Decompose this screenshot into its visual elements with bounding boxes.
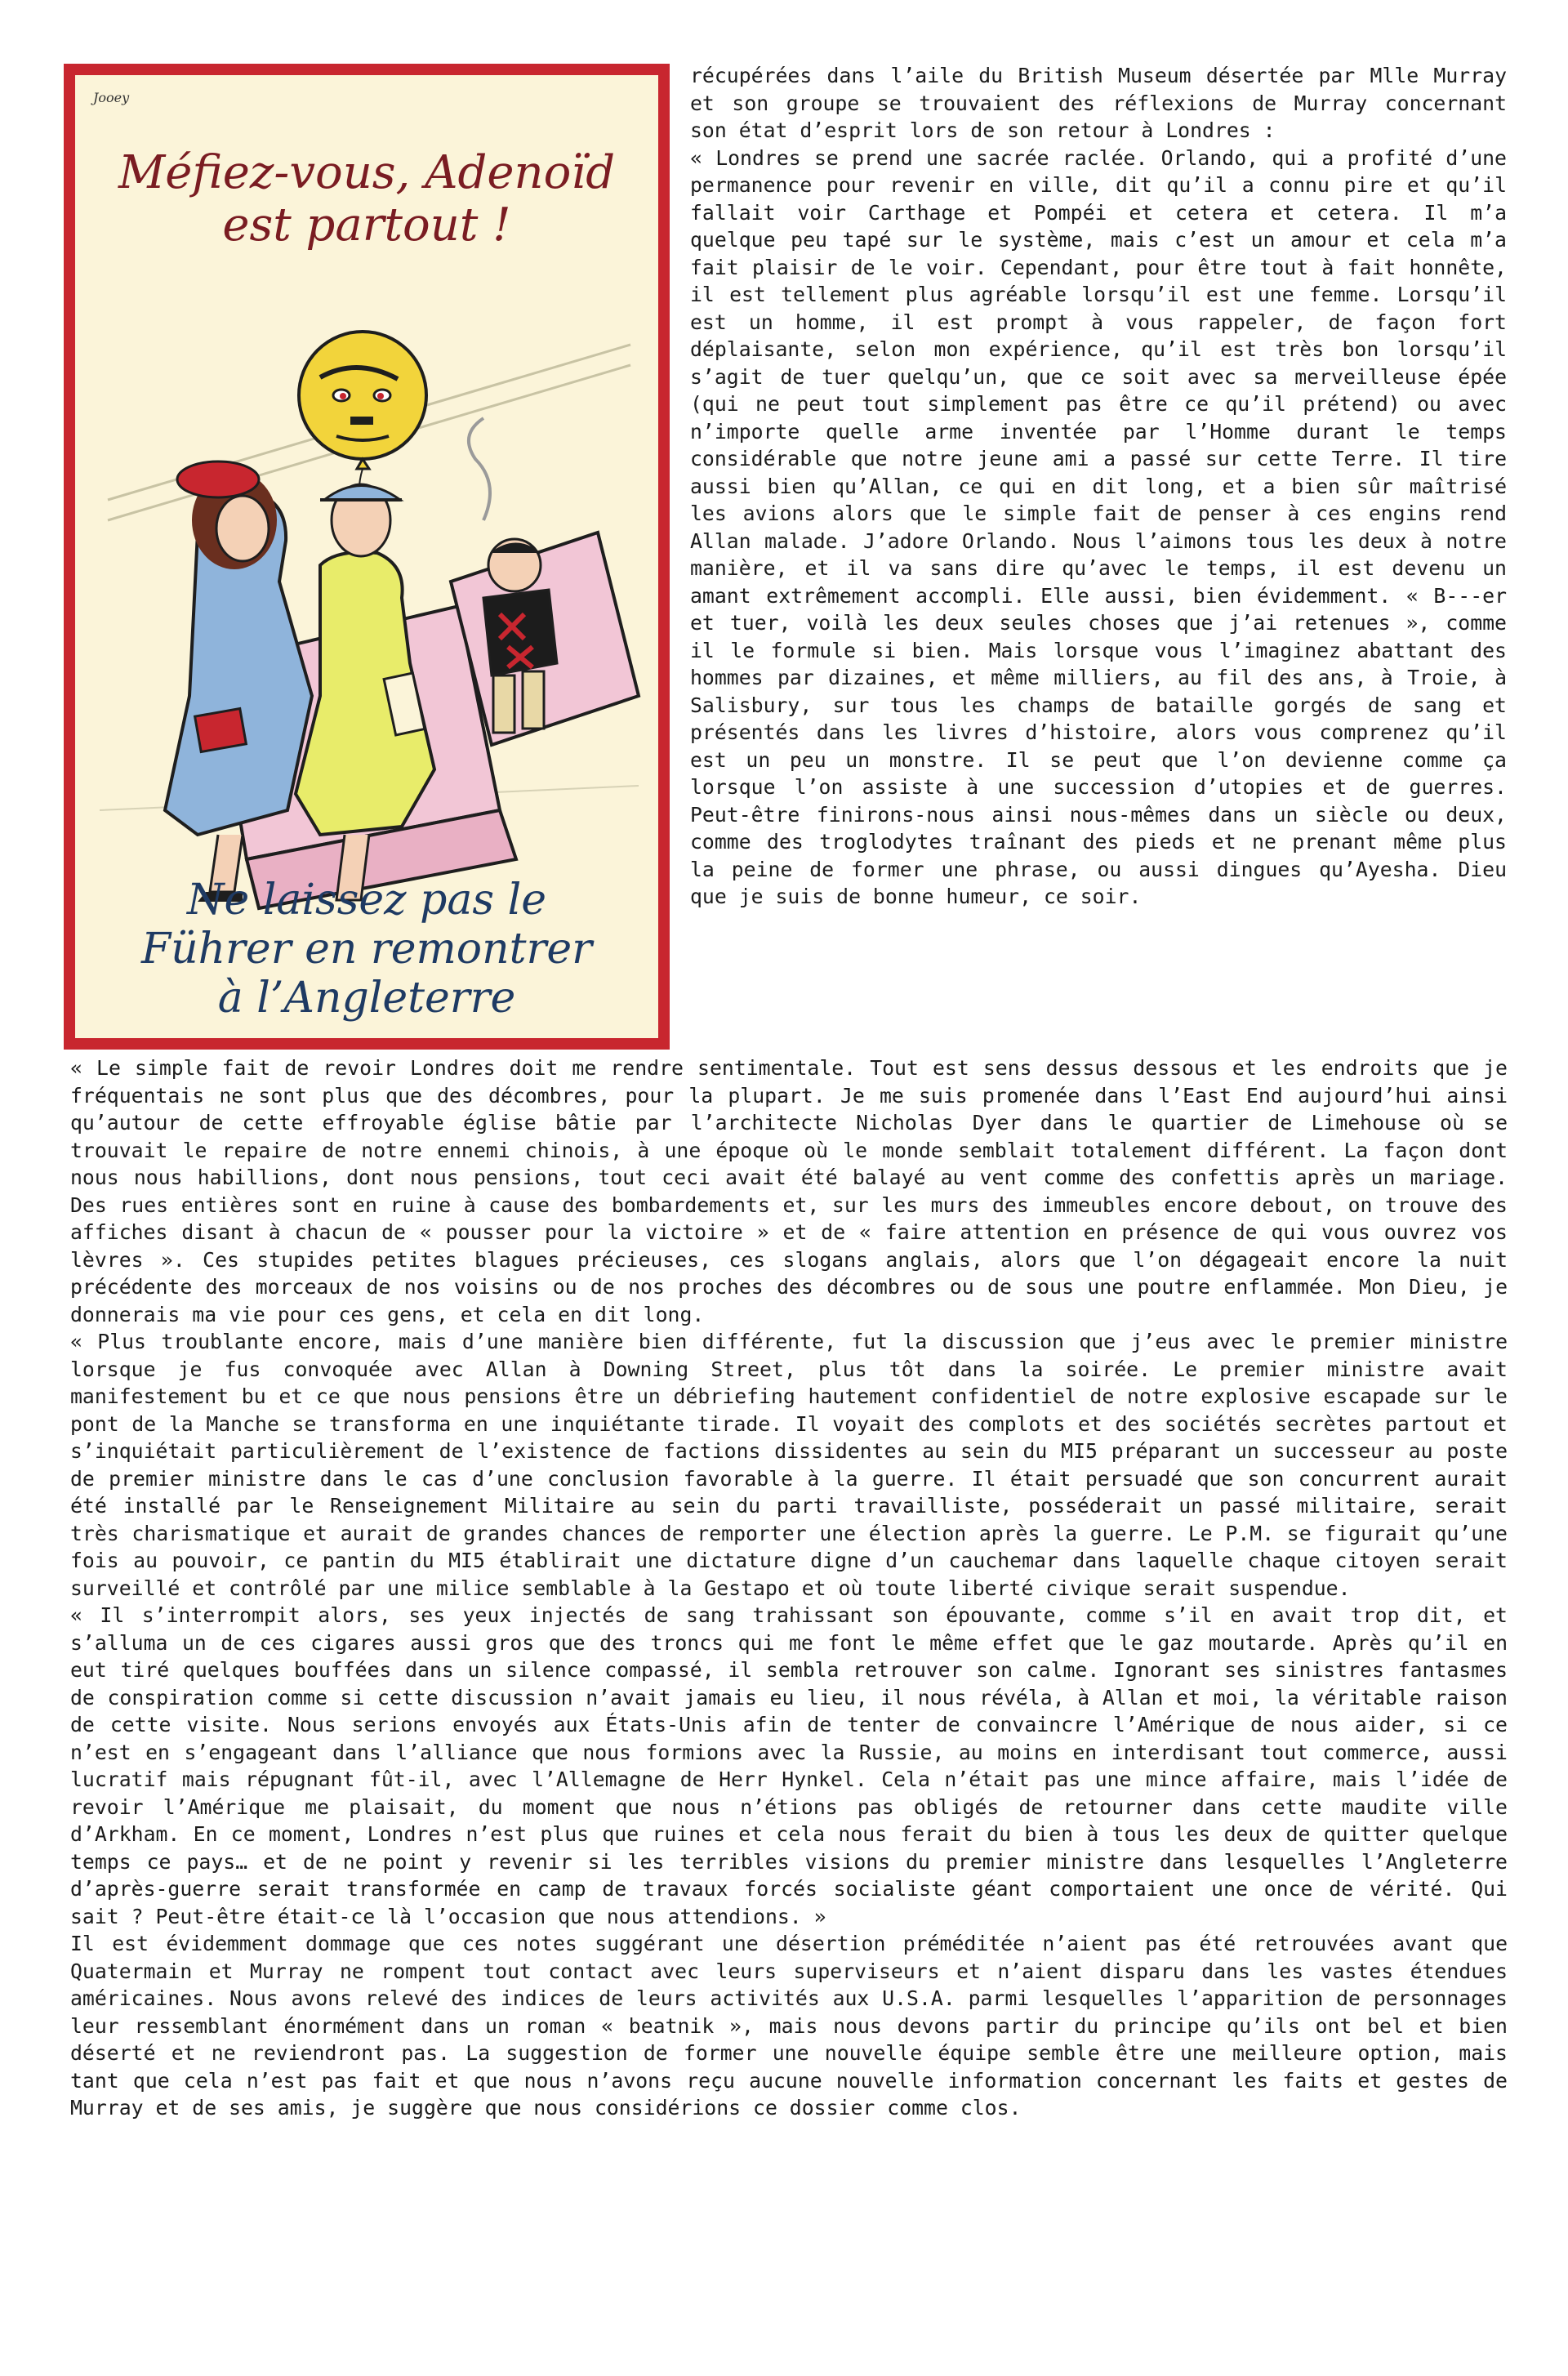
right-column-paragraph: récupérées dans l’aile du British Museum désertée par Mlle Murray et son groupe se trouvaient des réflexions de Murray concernant son état d’esprit lors de son retour à Londres : « Londres se prend une sacrée raclée. Orlando, qui a profité d’une permanence pour revenir en ville, dit qu’il a connu pire et qu’il fallait voir Carthage et Pompéi et cetera et cetera. Il m’a quelque peu tapé sur le système, mais c’est un amour et cela m’a fait plaisir de le voir. Cependant, pour être tout à fait honnête, il est tellement plus agréable lorsqu’il est une femme. Lorsqu’il est un homme, il est prompt à vous rappeler, de façon fort déplaisante, selon mon expérience, qu’il est très bon lorsqu’il s’agit de tuer quelqu’un, que ce soit avec sa merveilleuse épée (qui ne peut tout simplement pas être ce qu’il prétend) ou avec n’importe quelle arme inventée par l’Homme durant le temps considérable que notre jeune ami a passé sur cette Terre. Il tire aussi bien qu’Allan, ce qui en dit long, et a bien sûr maîtrisé les avions alors que le simple fait de penser à ces engins rend Allan malade. J’adore Orlando. Nous l’aimons tous les deux à notre manière, et il va sans dire qu’avec le temps, il est devenu un amant extrêmement accompli. Elle aussi, bien évidemment. « B---er et tuer, voilà les deux seules choses que j’ai retenues », comme il le formule si bien. Mais lorsque vous l’imaginez abattant des hommes par dizaines, et même milliers, au fil des ans, à Troie, à Salisbury, sur tous les champs de bataille gorgés de sang et présentés dans les livres d’histoire, alors vous comprenez qu’il est un peu un monstre. Il se peut que l’on devienne comme ça lorsque l’on assiste à une succession d’utopies et de guerres. Peut-être finirons-nous ainsi nous-mêmes dans un siècle ou deux, comme des troglodytes traînant des pieds et ne prenant même plus la peine de former une phrase, ou aussi dingues qu’Ayesha. Dieu que je suis de bonne humeur, ce soir. <box>690 64 1507 908</box>
poster-signature: Jooey <box>93 90 130 105</box>
right-column-text <box>690 62 1507 1054</box>
poster-title <box>75 147 658 252</box>
full-width-text <box>70 1054 1508 2329</box>
poster-slogan-line3: à l’Angleterre <box>217 974 516 1023</box>
paragraph-london: « Le simple fait de revoir Londres doit me rendre sentimentale. Tout est sens dessus dessous et les endroits que je fréquentais ne sont plus que des décombres, pour la plupart. Je me suis promenée dans l’East End aujourd’hui ainsi qu’autour de cette effroyable église bâtie par l’architecte Nicholas Dyer dans le quartier de Limehouse où se trouvait le repaire de notre ennemi chinois, à une époque où le monde semblait totalement différent. La façon dont nous nous habillions, dont nous pensions, tout ceci avait été balayé au vent comme des confettis après un mariage. Des rues entières sont en ruine à cause des bombardements et, sur les murs des immeubles encore debout, on trouve des affiches disant à chacun de « pousser pour la victoire » et de « faire attention en présence de qui vous ouvrez vos lèvres ». Ces stupides petites blagues précieuses, ces slogans anglais, alors que l’on dégageait encore la nuit précédente des morceaux de nos voisins ou de nos proches des décombres ou de sous une poutre enflammée. Mon Dieu, je donnerais ma vie pour ces gens, et cela en dit long. <box>70 1056 1508 1326</box>
paragraph-america: « Il s’interrompit alors, ses yeux injectés de sang trahissant son épouvante, comme s’il en avait trop dit, et s’alluma un de ces cigares aussi gros que des troncs qui me font le même effet que le gaz moutarde. Après qu’il en eut tiré quelques bouffées dans un silence compassé, il sembla retrouver son calme. Ignorant ses sinistres fantasmes de conspiration comme si cette discussion n’avait jamais eu lieu, il nous révéla, à Allan et moi, la véritable raison de cette visite. Nous serions envoyés aux États-Unis afin de tenter de convaincre l’Amérique de nous aider, si ce n’est en s’engageant dans l’alliance que nous formions avec la Russie, au moins en interdisant tout commerce, aussi lucratif mais répugnant fût-il, avec l’Allemagne de Herr Hynkel. Cela n’était pas une mince affaire, mais l’idée de revoir l’Amérique me plaisait, du moment que nous n’étions pas obligés de retourner dans cette maudite ville d’Arkham. En ce moment, Londres n’est plus que ruines et cela nous ferait du bien à tous les deux de quitter quelque temps ce pays… et de ne point y revenir si les terribles visions du premier ministre dans lesquelles l’Angleterre d’après-guerre serait transformée en camp de travaux forcés socialiste géant comportaient une once de vérité. Qui sait ? Peut-être était-ce là l’occasion que nous attendions. » <box>70 1603 1508 1928</box>
propaganda-poster <box>64 64 670 1050</box>
poster-title-line2: est partout ! <box>222 198 511 252</box>
poster-artwork <box>75 75 658 1038</box>
poster-slogan <box>75 876 658 1023</box>
poster-slogan-line1: Ne laissez pas le <box>186 876 547 925</box>
poster-slogan-line2: Führer en remontrer <box>141 925 592 974</box>
paragraph-conclusion: Il est évidemment dommage que ces notes suggérant une désertion préméditée n’aient pas été retrouvées avant que Quatermain et Murray ne rompent tout contact avec leurs superviseurs et n’aient disparu dans les vastes étendues américaines. Nous avons relevé des indices de leurs activités aux U.S.A. parmi lesquelles l’apparition de personnages leur ressemblant énormément dans un roman « beatnik », mais nous devons partir du principe qu’ils ont bel et bien déserté et ne reviendront pas. La suggestion de former une nouvelle équipe semble être une meilleure option, mais tant que cela n’est pas fait et que nous n’avons reçu aucune nouvelle information concernant les faits et gestes de Murray et de ses amis, je suggère que nous considérions ce dossier comme clos. <box>70 1932 1508 2120</box>
poster-title-line1: Méfiez-vous, Adenoïd <box>118 146 616 199</box>
paragraph-prime-minister: « Plus troublante encore, mais d’une manière bien différente, fut la discussion que j’eus avec le premier ministre lorsque je fus convoquée avec Allan à Downing Street, plus tôt dans la soirée. Le premier ministre avait manifestement bu et ce que nous pensions être un débriefing hautement confidentiel de notre explosive escapade sur le pont de la Manche se transforma en une inquiétante tirade. Il voyait des complots et des sociétés secrètes partout et s’inquiétait particulièrement de l’existence de factions dissidentes au sein du MI5 préparant un successeur au poste de premier ministre dans le cas d’une conclusion favorable à la guerre. Il était persuadé que son concurrent aurait été installé par le Renseignement Militaire au sein du parti travailliste, posséderait un passé militaire, serait très charismatique et aurait de grandes chances de remporter une élection après la guerre. Le P.M. se figurait qu’une fois au pouvoir, ce pantin du MI5 établirait une dictature digne d’un cauchemar dans laquelle chaque citoyen serait surveillé et contrôlé par une milice semblable à la Gestapo et où toute liberté civique serait suspendue. <box>70 1330 1508 1600</box>
